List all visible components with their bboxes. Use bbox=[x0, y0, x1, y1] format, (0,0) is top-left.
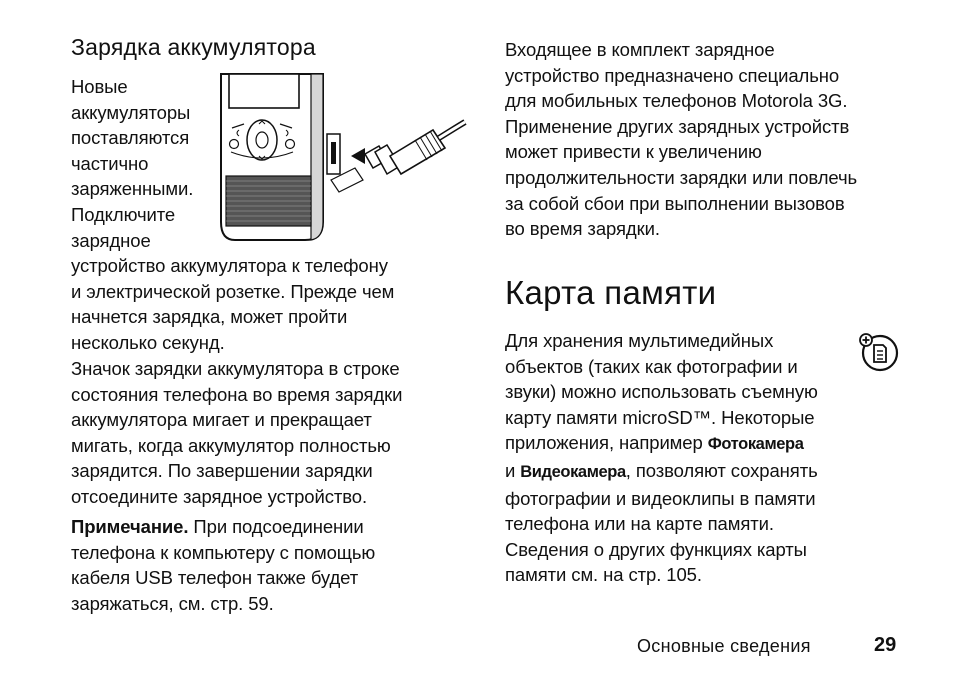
text-line: аккумуляторы bbox=[71, 101, 191, 123]
menu-item-camera: Фотокамера bbox=[707, 435, 804, 454]
text-line: начнется зарядка, может пройти bbox=[71, 306, 348, 328]
text-line: аккумулятора мигает и прекращает bbox=[71, 409, 372, 431]
text-line: поставляются bbox=[71, 127, 190, 149]
text-line: несколько секунд. bbox=[71, 331, 225, 353]
text-line: Применение других зарядных устройств bbox=[505, 115, 850, 137]
text-line: может привести к увеличению bbox=[505, 141, 762, 163]
text-line: и bbox=[505, 459, 521, 481]
phone-charger-illustration bbox=[215, 72, 467, 244]
text-line: Для хранения мультимедийных bbox=[505, 330, 774, 351]
section-heading-charging: Зарядка аккумулятора bbox=[71, 34, 316, 60]
text-line: звуки) можно использовать съемную bbox=[505, 381, 818, 403]
text-line: заряжаться, см. стр. 59. bbox=[71, 592, 274, 614]
text-line: , позволяют сохранять bbox=[625, 459, 818, 481]
note-paragraph bbox=[71, 514, 451, 616]
text-line: Значок зарядки аккумулятора в строке bbox=[71, 358, 400, 379]
text-line: телефона к компьютеру с помощью bbox=[71, 541, 376, 563]
text-line: отсоедините зарядное устройство. bbox=[71, 485, 367, 507]
text-line: Подключите bbox=[71, 203, 176, 225]
text-line: Входящее в комплект зарядное bbox=[505, 39, 775, 60]
text-line: частично bbox=[71, 152, 149, 174]
text-line: состояния телефона во время зарядки bbox=[71, 383, 403, 405]
text-line: и электрической розетке. Прежде чем bbox=[71, 280, 395, 302]
text-line: за собой сбои при выполнении вызовов bbox=[505, 192, 845, 214]
text-line: фотографии и видеоклипы в памяти bbox=[505, 487, 816, 509]
text-line: устройство предназначено специально bbox=[505, 64, 840, 86]
intro-paragraph bbox=[71, 74, 211, 253]
text-line: зарядится. По завершении зарядки bbox=[71, 460, 373, 482]
text-line: объектов (таких как фотографии и bbox=[505, 355, 798, 377]
note-label: Примечание. bbox=[71, 516, 189, 537]
text-line: телефона или на карте памяти. bbox=[505, 513, 774, 535]
text-line: мигать, когда аккумулятор полностью bbox=[71, 434, 391, 456]
text-line: карту памяти microSD™. Некоторые bbox=[505, 406, 815, 428]
text-line: во время зарядки. bbox=[505, 218, 660, 240]
text-line: Новые bbox=[71, 76, 128, 97]
text-line: Сведения о других функциях карты bbox=[505, 538, 807, 560]
text-line: кабеля USB телефон также будет bbox=[71, 567, 359, 589]
text-line: зарядное bbox=[71, 229, 151, 251]
text-line: продолжительности зарядки или повлечь bbox=[505, 166, 858, 188]
footer-section-label: Основные сведения bbox=[637, 636, 811, 656]
text-line: приложения, например bbox=[505, 432, 708, 454]
text-line: заряженными. bbox=[71, 178, 194, 200]
text-line: памяти см. на стр. 105. bbox=[505, 564, 702, 586]
intro-continuation bbox=[71, 253, 451, 355]
text-line: При подсоединении bbox=[188, 516, 364, 537]
memory-card-paragraph bbox=[505, 328, 865, 588]
charger-warning-paragraph bbox=[505, 37, 905, 242]
page-number: 29 bbox=[874, 634, 897, 656]
charging-icon-paragraph bbox=[71, 356, 451, 510]
section-title-memory-card: Карта памяти bbox=[505, 274, 717, 311]
menu-item-video-camera: Видеокамера bbox=[520, 462, 626, 481]
text-line: для мобильных телефонов Motorola 3G. bbox=[505, 90, 848, 112]
text-line: устройство аккумулятора к телефону bbox=[71, 255, 388, 276]
